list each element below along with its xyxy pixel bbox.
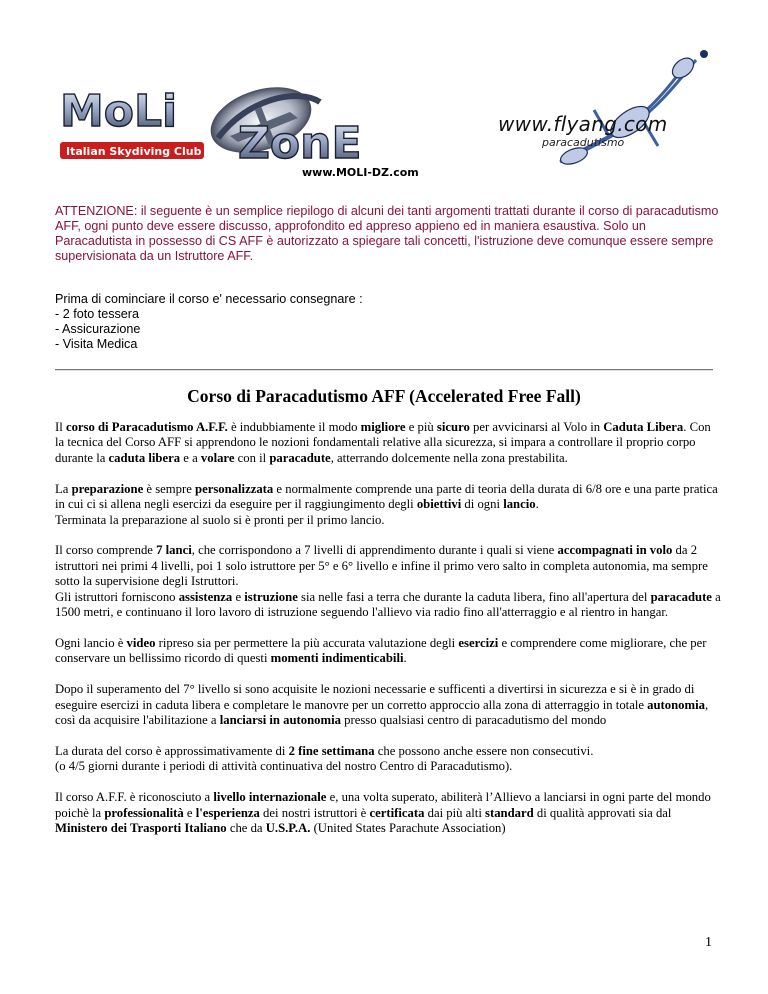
emphasis-text: volare	[200, 450, 235, 465]
emphasis-text: 7 lanci	[156, 543, 192, 558]
emphasis-text: migliore	[360, 420, 406, 434]
article-paragraph: La preparazione è sempre personalizzata e normalmente comprende una parte di teoria della durata di 6/8 ore e una parte pratica in cui ci si allena negli esercizi da eseguire per il raggiungimento degli obiettivi di ogni lancio. Terminata la preparazione al suolo si è pronti per il primo lancio.	[55, 481, 718, 527]
emphasis-text: esercizi	[458, 635, 499, 650]
logo-url: www.MOLI-DZ.com	[302, 166, 419, 179]
flyang-url: www.flyang.com	[498, 112, 668, 136]
article-title: Corso di Paracadutismo AFF (Accelerated Free Fall)	[187, 386, 581, 406]
emphasis-text: paracadute	[650, 589, 712, 604]
article-paragraph: Il corso di Paracadutismo A.F.F. è indubbiamente il modo migliore e più sicuro per avvicinarsi al Volo in Caduta Libera. Con la tecnica del Corso AFF si apprendono le nozioni fondamentali relative alla sicurezza, si impara a controllare il proprio corpo durante la caduta libera e a volare con il paracadute, atterrando dolcemente nella zona prestabilita.	[55, 420, 711, 465]
prerequisites-list	[55, 292, 725, 352]
emphasis-text: assistenza	[178, 589, 233, 604]
emphasis-text: personalizzata	[195, 481, 274, 496]
flyang-logo	[490, 50, 712, 180]
emphasis-text: obiettivi	[416, 497, 462, 512]
emphasis-text: corso di Paracadutismo A.F.F.	[65, 420, 228, 434]
emphasis-text: professionalità	[104, 805, 184, 820]
emphasis-text: istruzione	[244, 589, 298, 604]
emphasis-text: accompagnati in volo	[557, 543, 673, 558]
emphasis-text: Caduta Libera	[603, 420, 684, 434]
emphasis-text: sicuro	[436, 420, 470, 434]
emphasis-text: standard	[485, 805, 534, 820]
logo-word-moli: MoLi	[60, 86, 178, 137]
emphasis-text: livello internazionale	[213, 790, 327, 805]
emphasis-text: Ministero dei Trasporti Italiano	[55, 821, 227, 836]
emphasis-text: paracadute	[269, 450, 331, 465]
emphasis-text: lancio	[503, 497, 536, 512]
prerequisites-intro: Prima di cominciare il corso e' necessario consegnare :	[55, 292, 363, 306]
article-paragraph: Ogni lancio è video ripreso sia per permettere la più accurata valutazione degli esercizi e comprendere come migliorare, che per conservare un bellissimo ricordo di questi momenti indimenticabili.	[55, 635, 707, 666]
logo-word-zone: ZonE	[238, 118, 362, 169]
emphasis-text: lanciarsi in autonomia	[219, 713, 341, 728]
emphasis-text: preparazione	[71, 481, 144, 496]
emphasis-text: momenti indimenticabili	[270, 651, 404, 666]
prerequisite-item: - Assicurazione	[55, 322, 141, 336]
emphasis-text: 2 fine settimana	[288, 744, 375, 758]
prerequisite-item: - Visita Medica	[55, 337, 138, 351]
emphasis-text: U.S.P.A.	[265, 821, 311, 836]
flyang-subtitle: paracadutismo	[542, 136, 625, 149]
page-number: 1	[705, 935, 712, 950]
article-paragraph: Il corso A.F.F. è riconosciuto a livello internazionale e, una volta superato, abiliterà l’Allievo a lanciarsi in ogni parte del mondo poichè la professionalità e l'esperienza dei nostri istruttori è certificata dai più alti standard di qualità approvati sia dal Ministero dei Trasporti Italiano che da U.S.P.A. (United States Parachute Association)	[55, 790, 711, 836]
prerequisite-item: - 2 foto tessera	[55, 307, 139, 321]
article-paragraph: Il corso comprende 7 lanci, che corrispondono a 7 livelli di apprendimento durante i quali si viene accompagnati in volo da 2 istruttori nei primi 4 livelli, poi 1 solo istruttore per 5° e 6° livello e infine il primo vero salto in completa autonomia, ma sempre sotto la supervisione degli Istruttori. Gli istruttori forniscono assistenza e istruzione sia nelle fasi a terra che durante la caduta libera, fino all'apertura del paracadute a 1500 metri, e continuano il loro lavoro di istruzione seguendo l'allievo via radio fino all'atterraggio e al rientro in hangar.	[55, 543, 721, 620]
emphasis-text: certificata	[369, 805, 425, 820]
article-paragraph: Dopo il superamento del 7° livello si sono acquisite le nozioni necessarie e sufficenti a divertirsi in sicurezza e si è in grado di eseguire esercizi in caduta libera e completare le manovre per un corretto approccio alla zona di atterraggio in totale autonomia, così da acquisire l'abilitazione a lanciarsi in autonomia presso qualsiasi centro di paracadutismo del mondo	[55, 682, 709, 728]
horizontal-divider	[55, 369, 713, 371]
article-body	[55, 420, 723, 852]
article-paragraph: La durata del corso è approssimativamente di 2 fine settimana che possono anche essere non consecutivi. (o 4/5 giorni durante i periodi di attività continuativa del nostro Centro di Paracadutismo).	[55, 744, 594, 774]
warning-notice: ATTENZIONE: il seguente è un semplice riepilogo di alcuni dei tanti argomenti trattati durante il corso di paracadutismo AFF, ogni punto deve essere discusso, approfondito ed appreso appieno ed in maniera esaustiva. Solo un Paracadutista in possesso di CS AFF è autorizzato a spiegare tali concetti, l'istruzione deve comunque essere sempre supervisionata da un Istruttore AFF.	[55, 204, 719, 263]
emphasis-text: caduta libera	[108, 450, 181, 465]
emphasis-text: l'esperienza	[195, 805, 260, 820]
emphasis-text: video	[126, 635, 156, 650]
moli-zone-logo	[58, 68, 426, 180]
logo-tagline: Italian Skydiving Club	[66, 145, 202, 158]
emphasis-text: autonomia	[647, 697, 705, 712]
